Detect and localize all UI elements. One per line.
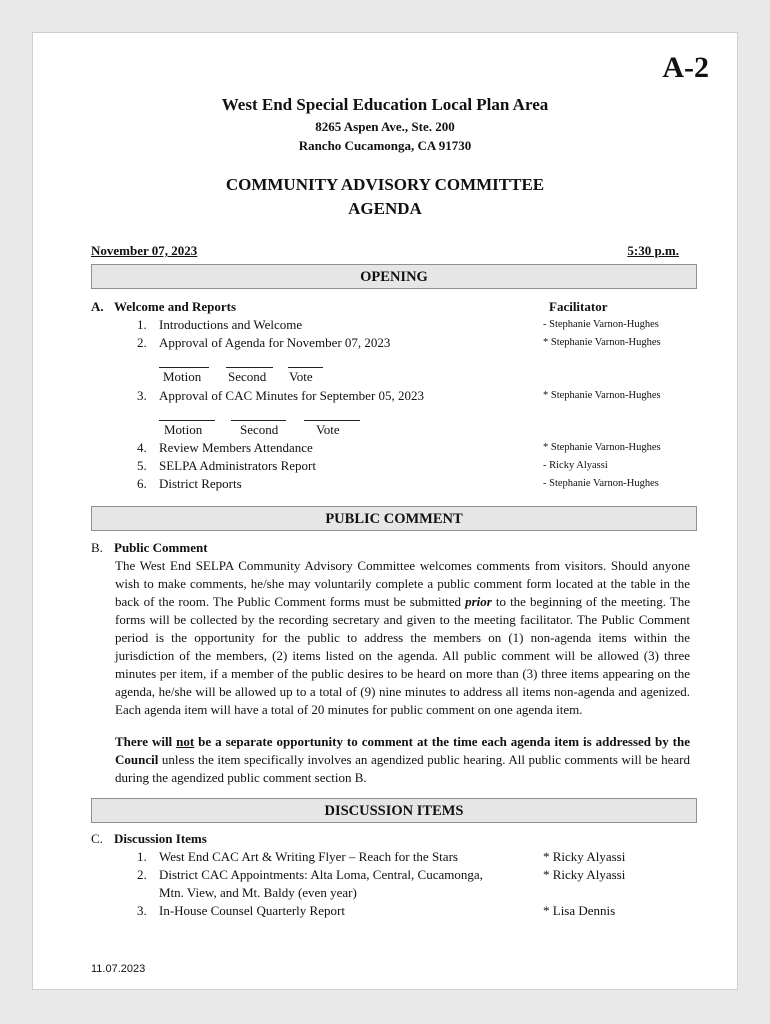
prior-emphasis: prior: [465, 594, 492, 609]
section-bar-discussion: DISCUSSION ITEMS: [91, 798, 697, 823]
item-text: District Reports: [159, 476, 242, 491]
notice-bold-1: There will: [115, 734, 177, 749]
section-b-title: Public Comment: [114, 540, 208, 555]
item-facilitator: * Stephanie Varnon-Hughes: [543, 337, 661, 348]
item-facilitator: * Ricky Alyassi: [543, 867, 626, 882]
footer-date: 11.07.2023: [91, 963, 146, 975]
vote-label: Vote: [289, 369, 313, 384]
committee-title: COMMUNITY ADVISORY COMMITTEE: [225, 175, 545, 194]
item-number: 3.: [137, 388, 147, 403]
org-name: West End Special Education Local Plan Area: [221, 95, 549, 114]
section-a-title: Welcome and Reports: [114, 299, 237, 314]
motion-blank: [159, 367, 209, 368]
item-text: Approval of Agenda for November 07, 2023: [159, 335, 391, 350]
item-facilitator: * Stephanie Varnon-Hughes: [543, 442, 661, 453]
meeting-time: 5:30 p.m.: [627, 243, 679, 258]
motion-label: Motion: [164, 422, 203, 437]
item-text: Introductions and Welcome: [159, 317, 303, 332]
item-facilitator: * Lisa Dennis: [543, 903, 616, 918]
vote-blank: [288, 367, 323, 368]
second-blank: [231, 420, 286, 421]
notice-rest: unless the item specifically involves an agendized public hearing. All public comments will be heard during the agendized public comment section B.: [115, 752, 690, 785]
item-number: 6.: [137, 476, 147, 491]
item-number: 2.: [137, 867, 147, 882]
item-facilitator: * Ricky Alyassi: [543, 849, 626, 864]
item-number: 1.: [137, 849, 147, 864]
section-bar-opening: OPENING: [91, 264, 697, 289]
motion-blank: [159, 420, 215, 421]
meeting-date: November 07, 2023: [91, 243, 198, 258]
second-label: Second: [240, 422, 279, 437]
public-comment-paragraph: [115, 557, 690, 719]
section-a-letter: A.: [91, 299, 104, 314]
public-comment-notice: [115, 733, 690, 787]
item-number: 2.: [137, 335, 147, 350]
item-number: 1.: [137, 317, 147, 332]
agenda-page: [32, 32, 738, 990]
agenda-title: AGENDA: [348, 199, 422, 218]
item-text: Approval of CAC Minutes for September 05, 2023: [159, 388, 425, 403]
item-number: 4.: [137, 440, 147, 455]
second-blank: [226, 367, 273, 368]
vote-label: Vote: [316, 422, 340, 437]
public-comment-text-cont: to the beginning of the meeting. The forms will be collected by the recording secretary and given to the meeting facilitator. The Public Comment period is the opportunity for the public to address the members on (1) non-agenda items within the jurisdiction of the members, (2) items listed on the agenda. All public comment will be allowed (3) three minutes per item, if a member of the public desires to be heard on more than (3) three items appearing on the agenda, he/she will be allowed up to a total of (9) nine minutes to address all items non-agenda and agenized. Each agenda item will have a total of 20 minutes for public comment on one agenda item.: [115, 594, 690, 717]
item-text: In-House Counsel Quarterly Report: [159, 903, 345, 918]
section-b-letter: B.: [91, 540, 103, 555]
item-text: SELPA Administrators Report: [159, 458, 316, 473]
notice-bold-2: be a separate opportunity to comment at the time each agenda item is addressed by the Council: [115, 734, 691, 767]
motion-label: Motion: [163, 369, 202, 384]
item-number: 5.: [137, 458, 147, 473]
item-facilitator: - Stephanie Varnon-Hughes: [543, 478, 659, 489]
item-text-continued: Mtn. View, and Mt. Baldy (even year): [159, 885, 357, 900]
public-comment-text: The West End SELPA Community Advisory Committee welcomes comments from visitors. Should anyone wish to make comments, he/she may voluntarily complete a public comment form located at the table in the back of the room. The Public Comment forms must be submitted: [115, 558, 690, 609]
item-text: Review Members Attendance: [159, 440, 313, 455]
notice-not: not: [176, 734, 195, 749]
item-facilitator: - Ricky Alyassi: [543, 460, 608, 471]
page-label: A-2: [662, 51, 709, 84]
section-c-title: Discussion Items: [114, 831, 207, 846]
item-facilitator: - Stephanie Varnon-Hughes: [543, 319, 659, 330]
second-label: Second: [228, 369, 267, 384]
item-text: District CAC Appointments: Alta Loma, Central, Cucamonga,: [159, 867, 483, 882]
section-bar-public-comment: PUBLIC COMMENT: [91, 506, 697, 531]
item-number: 3.: [137, 903, 147, 918]
facilitator-header: Facilitator: [549, 299, 608, 314]
address-line-1: 8265 Aspen Ave., Ste. 200: [315, 119, 455, 134]
item-facilitator: * Stephanie Varnon-Hughes: [543, 390, 661, 401]
vote-blank: [304, 420, 360, 421]
address-line-2: Rancho Cucamonga, CA 91730: [298, 138, 472, 153]
section-c-letter: C.: [91, 831, 103, 846]
item-text: West End CAC Art & Writing Flyer – Reach for the Stars: [159, 849, 458, 864]
